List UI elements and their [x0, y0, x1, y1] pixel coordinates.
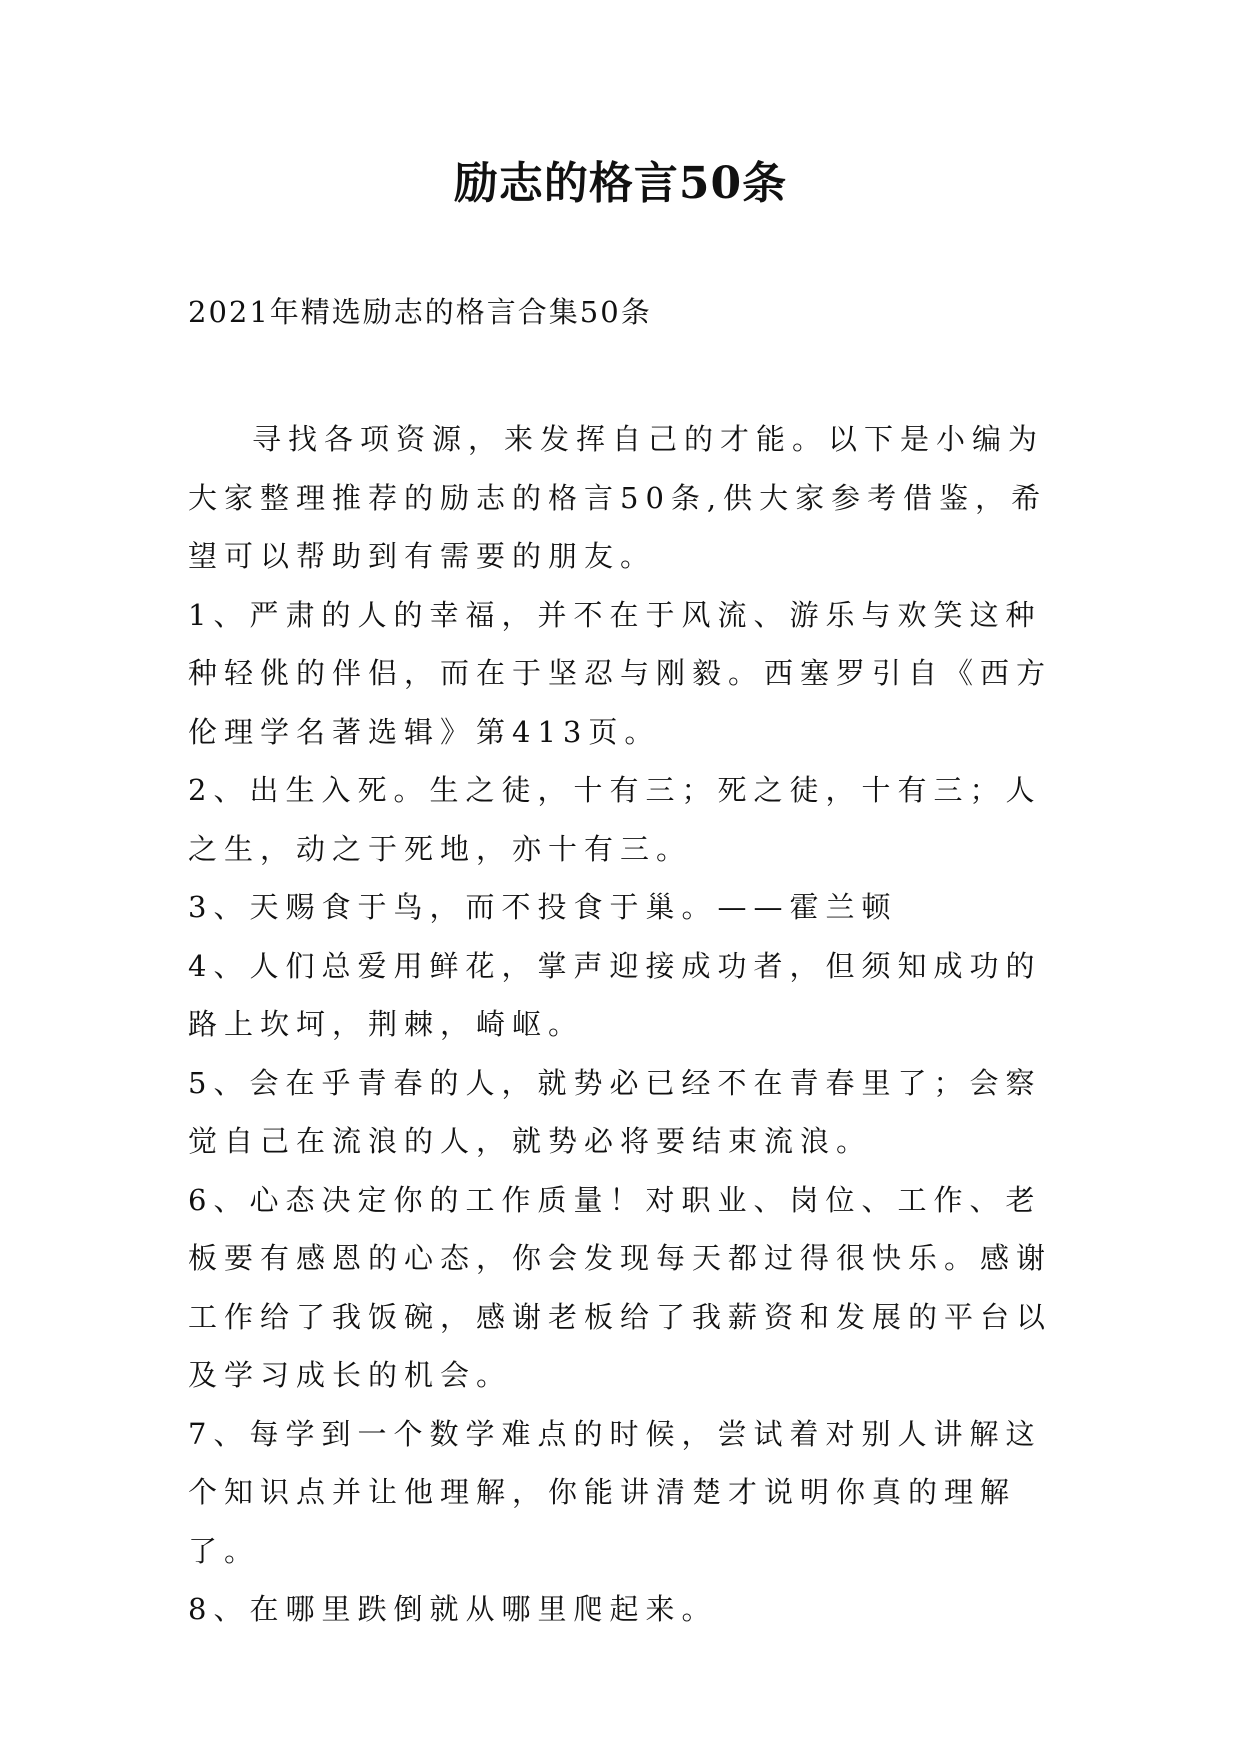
quote-item-1: 1、严肃的人的幸福，并不在于风流、游乐与欢笑这种种轻佻的伴侣，而在于坚忍与刚毅。西塞罗引自《西方伦理学名著选辑》第413页。: [188, 597, 1053, 749]
quote-item-2: 2、出生入死。生之徒，十有三；死之徒，十有三；人之生，动之于死地，亦十有三。: [188, 773, 1042, 866]
quote-item-5: 5、会在乎青春的人，就势必已经不在青春里了；会察觉自己在流浪的人，就势必将要结束流浪。: [188, 1065, 1042, 1158]
document-title: 励志的格言50条: [453, 158, 788, 209]
quote-item-4: 4、人们总爱用鲜花，掌声迎接成功者，但须知成功的路上坎坷，荆棘，崎岖。: [188, 948, 1042, 1041]
document-body: [188, 410, 1058, 1639]
quote-item-3: 3、天赐食于鸟，而不投食于巢。——霍兰顿: [188, 890, 898, 924]
document-subtitle: 2021年精选励志的格言合集50条: [188, 295, 652, 329]
quote-item-7: 7、每学到一个数学难点的时候，尝试着对别人讲解这个知识点并让他理解，你能讲清楚才说明你真的理解了。: [188, 1416, 1042, 1568]
quote-item-8: 8、在哪里跌倒就从哪里爬起来。: [188, 1592, 718, 1626]
quote-item-6: 6、心态决定你的工作质量！对职业、岗位、工作、老板要有感恩的心态，你会发现每天都过得很快乐。感谢工作给了我饭碗，感谢老板给了我薪资和发展的平台以及学习成长的机会。: [188, 1182, 1053, 1392]
intro-paragraph: 寻找各项资源，来发挥自己的才能。以下是小编为大家整理推荐的励志的格言50条,供大家参考借鉴，希望可以帮助到有需要的朋友。: [188, 422, 1048, 573]
